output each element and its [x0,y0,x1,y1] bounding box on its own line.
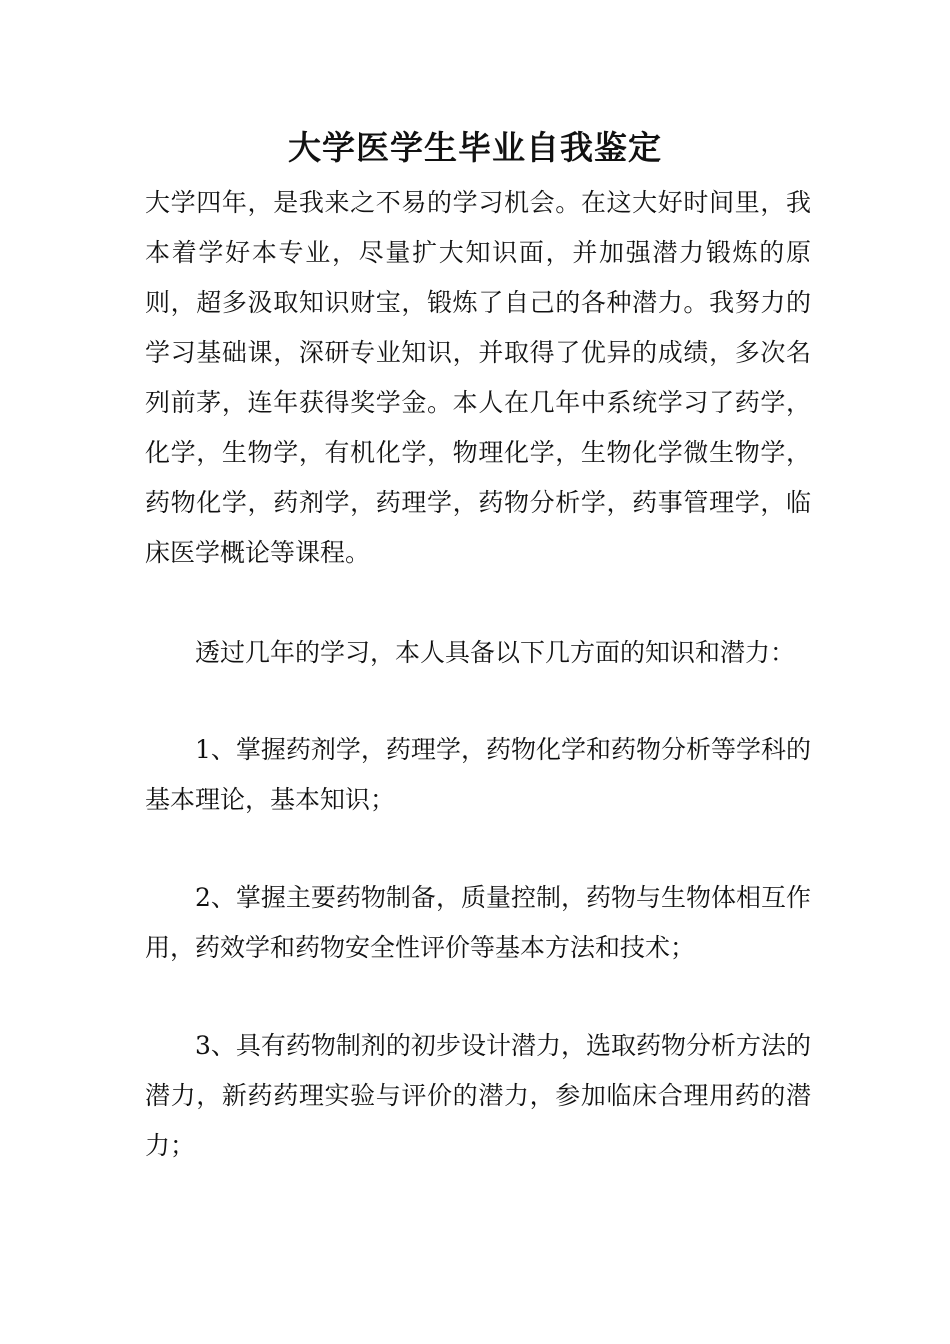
paragraph-item-2: 2、掌握主要药物制备，质量控制，药物与生物体相互作用，药效学和药物安全性评价等基本方法和技术； [145,883,811,962]
paragraph-item-3: 3、具有药物制剂的初步设计潜力，选取药物分析方法的潜力，新药药理实验与评价的潜力，参加临床合理用药的潜力； [145,1031,811,1160]
paragraph-intro: 大学四年，是我来之不易的学习机会。在这大好时间里，我本着学好本专业，尽量扩大知识面，并加强潜力锻炼的原则，超多汲取知识财宝，锻炼了自己的各种潜力。我努力的学习基础课，深研专业知识，并取得了优异的成绩，多次名列前茅，连年获得奖学金。本人在几年中系统学习了药学，化学，生物学，有机化学，物理化学，生物化学微生物学，药物化学，药剂学，药理学，药物分析学，药事管理学，临床医学概论等课程。 [145,188,811,567]
paragraph-summary-lead: 透过几年的学习，本人具备以下几方面的知识和潜力： [195,638,796,667]
paragraph-item-1: 1、掌握药剂学，药理学，药物化学和药物分析等学科的基本理论，基本知识； [145,735,811,814]
document-title: 大学医学生毕业自我鉴定 [288,128,662,167]
